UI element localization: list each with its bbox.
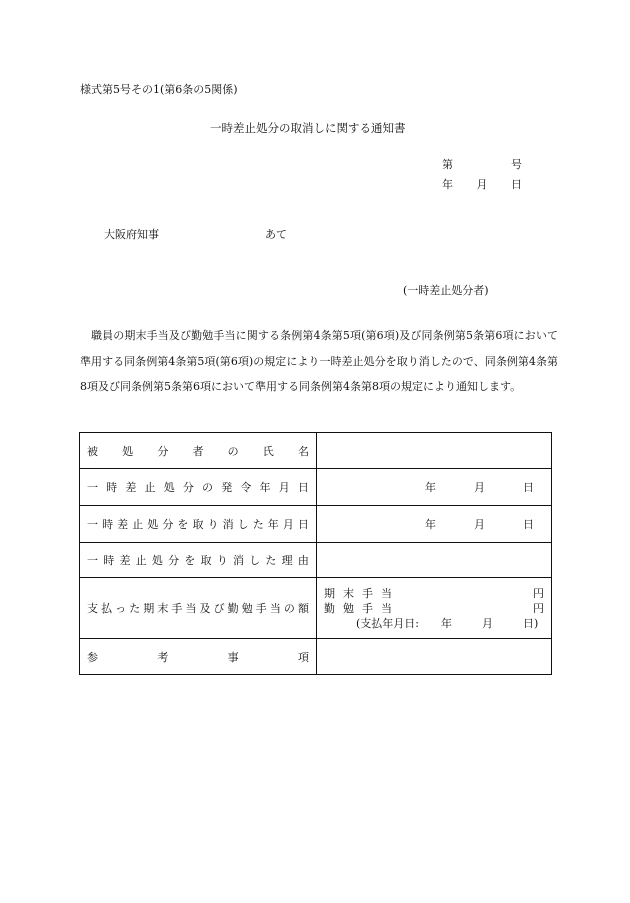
label-char: 及 <box>199 602 211 615</box>
label-char: 分 <box>162 518 174 531</box>
label-char: 当 <box>381 586 392 600</box>
label-char: を <box>184 554 196 567</box>
label-char: 手 <box>362 601 373 615</box>
label-char: 月 <box>278 481 290 494</box>
ymd-month: 月 <box>474 518 485 531</box>
label-char: を <box>177 518 189 531</box>
table-row <box>80 506 552 543</box>
label-char: 支 <box>87 602 98 615</box>
form-number: 様式第5号その1(第6条の5関係) <box>80 83 238 96</box>
label-char: し <box>249 554 261 567</box>
label-char: 手 <box>362 586 373 600</box>
document-number <box>442 156 522 172</box>
row-value <box>317 543 552 578</box>
term-end-chars-label <box>324 586 392 601</box>
notice-table <box>79 432 552 675</box>
label-char: 当 <box>185 602 197 615</box>
label-char: 参 <box>87 650 98 664</box>
row-label <box>80 639 317 675</box>
label-char: 止 <box>135 554 147 567</box>
label-char: 消 <box>232 554 244 567</box>
label-char: 手 <box>255 602 267 615</box>
label-char: た <box>252 518 264 531</box>
label-char: り <box>207 518 219 531</box>
label-char: 名 <box>297 444 309 458</box>
issue-date <box>442 176 522 192</box>
label-char: 期 <box>143 602 155 615</box>
row-value <box>317 433 552 469</box>
body-paragraph: 職員の期末手当及び勤勉手当に関する条例第4条第5項(第6項)及び同条例第5条第6項において準用する同条例第4条第5項(第6項)の規定により一時差止処分を取り消したので、同条例第4条第8項及び同条例第5条第6項において準用する同条例第4条第8項の規定により通知します。 <box>80 329 558 393</box>
row-label-text <box>87 649 309 665</box>
label-char: 令 <box>240 481 252 494</box>
row-label-text <box>87 516 309 532</box>
subject-person: (一時差止処分者) <box>403 284 489 297</box>
label-char: た <box>129 602 141 615</box>
label-char: 発 <box>221 481 233 494</box>
label-char: 月 <box>282 518 294 531</box>
label-char: 日 <box>297 481 309 494</box>
label-char: 項 <box>297 650 309 664</box>
ymd-day: 日 <box>523 481 534 494</box>
label-char: 者 <box>192 444 204 458</box>
label-char: 一 <box>87 481 98 494</box>
table-row <box>80 469 552 506</box>
label-char: の <box>202 481 214 494</box>
document-title: 一時差止処分の取消しに関する通知書 <box>210 121 406 135</box>
number-prefix: 第 <box>442 158 453 171</box>
label-char: 手 <box>171 602 183 615</box>
row-label <box>80 433 317 469</box>
table-row <box>80 433 552 469</box>
label-char: 年 <box>259 481 271 494</box>
row-label <box>80 578 317 639</box>
addressee-name: 大阪府知事 <box>104 228 159 241</box>
label-char: 勤 <box>227 602 239 615</box>
label-char: 時 <box>102 518 114 531</box>
yen-unit: 円 <box>533 601 544 615</box>
row-label-text <box>87 600 309 616</box>
paid-month: 月 <box>482 616 493 630</box>
ymd-value <box>324 479 544 495</box>
label-char: 勉 <box>343 601 354 615</box>
paid-date-note <box>324 616 544 631</box>
table-row <box>80 639 552 675</box>
label-char: 一 <box>87 554 98 567</box>
issue-day: 日 <box>511 178 522 191</box>
ymd-day: 日 <box>523 518 534 531</box>
label-char: の <box>227 444 239 458</box>
label-char: 氏 <box>262 444 274 458</box>
label-char: 期 <box>324 586 335 600</box>
ymd-month: 月 <box>474 481 485 494</box>
label-char: 消 <box>222 518 234 531</box>
label-char: っ <box>115 602 127 615</box>
label-char: 時 <box>103 554 115 567</box>
body-text <box>80 323 558 400</box>
label-char: 処 <box>163 481 175 494</box>
issue-month: 月 <box>476 178 488 191</box>
label-char: 取 <box>200 554 212 567</box>
label-char: 分 <box>182 481 194 494</box>
term-end-row <box>324 586 544 601</box>
label-char: 差 <box>125 481 137 494</box>
label-char: し <box>237 518 249 531</box>
label-char: 勉 <box>241 602 253 615</box>
label-char: 処 <box>147 518 159 531</box>
row-label <box>80 469 317 506</box>
label-char: 末 <box>157 602 169 615</box>
paid-date-label: (支払年月日: <box>356 616 419 630</box>
label-char: た <box>265 554 277 567</box>
table-row <box>80 578 552 639</box>
label-char: 処 <box>122 444 134 458</box>
ymd-value <box>324 516 544 532</box>
label-char: 分 <box>168 554 180 567</box>
row-value <box>317 469 552 506</box>
label-char: 一 <box>87 518 98 531</box>
label-char: の <box>283 602 295 615</box>
label-char: 額 <box>297 602 309 615</box>
payment-value <box>317 578 552 639</box>
label-char: り <box>216 554 228 567</box>
label-char: 日 <box>297 518 309 531</box>
label-char: 差 <box>117 518 129 531</box>
label-char: 分 <box>157 444 169 458</box>
paid-day: 日) <box>523 616 539 630</box>
label-char: 考 <box>157 650 169 664</box>
addressee-to: あて <box>265 228 287 241</box>
row-label-text <box>87 443 309 459</box>
diligence-row <box>324 601 544 616</box>
label-char: 取 <box>192 518 204 531</box>
label-char: 勤 <box>324 601 335 615</box>
row-value <box>317 639 552 675</box>
paid-year: 年 <box>441 616 452 630</box>
number-suffix: 号 <box>511 158 522 171</box>
label-char: 止 <box>144 481 156 494</box>
row-label-text <box>87 552 309 568</box>
label-char: 払 <box>101 602 113 615</box>
label-char: 差 <box>119 554 131 567</box>
label-char: 事 <box>227 650 239 664</box>
table-row <box>80 543 552 578</box>
ymd-year: 年 <box>425 518 436 531</box>
row-label-text <box>87 479 309 495</box>
label-char: 年 <box>267 518 279 531</box>
label-char: 末 <box>343 586 354 600</box>
row-value <box>317 506 552 543</box>
label-char: 由 <box>297 554 309 567</box>
issue-year: 年 <box>442 178 453 191</box>
row-label <box>80 543 317 578</box>
yen-unit: 円 <box>533 586 544 600</box>
row-label <box>80 506 317 543</box>
label-char: 被 <box>87 444 98 458</box>
label-char: 当 <box>269 602 281 615</box>
label-char: 処 <box>151 554 163 567</box>
ymd-year: 年 <box>425 481 436 494</box>
label-char: び <box>213 602 225 615</box>
label-char: 理 <box>281 554 293 567</box>
label-char: 当 <box>381 601 392 615</box>
label-char: 時 <box>106 481 118 494</box>
diligence-chars-label <box>324 601 392 616</box>
label-char: 止 <box>132 518 144 531</box>
